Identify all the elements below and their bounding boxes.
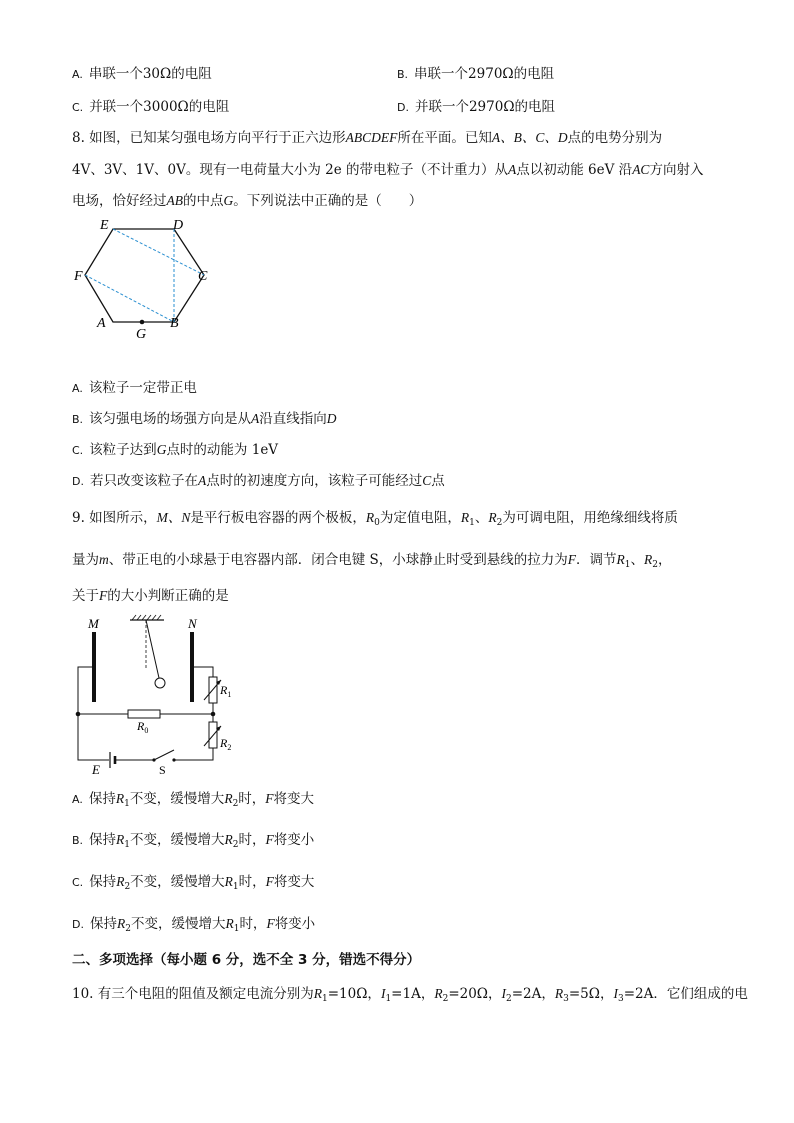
ceiling-hatch xyxy=(132,615,161,620)
q8-option-c: C. 该粒子达到G点时的动能为 1eV xyxy=(72,442,279,458)
wire-right-top xyxy=(192,667,213,677)
label-b: B xyxy=(170,316,179,331)
label-c: C xyxy=(198,269,208,284)
q9-stem-line-2: 量为m、带正电的小球悬于电容器内部．闭合电键 S，小球静止时受到悬线的拉力为F．调节$R_1$、$R_2$， xyxy=(72,552,672,570)
suspension-thread xyxy=(146,620,159,678)
label-r2: $R_2$ xyxy=(220,736,232,752)
label-r1: $R_1$ xyxy=(220,683,232,699)
q9-circuit-figure xyxy=(70,612,240,777)
switch-s xyxy=(154,750,174,760)
label-e: E xyxy=(92,762,100,777)
wire-left-top xyxy=(78,667,94,714)
q8-stem-line-1: 8. 如图，已知某匀强电场方向平行于正六边形ABCDEF所在平面。已知A、B、C、D点的电势分别为 xyxy=(72,130,663,146)
r0-resistor xyxy=(128,710,160,718)
charged-ball xyxy=(155,678,165,688)
q9-option-a: A. 保持$R_1$不变，缓慢增大$R_2$时，F将变大 xyxy=(72,791,315,809)
hexagon-outline xyxy=(85,229,204,322)
label-m: M xyxy=(88,616,99,631)
q7-option-c: C. 并联一个3000Ω的电阻 xyxy=(72,99,230,115)
label-a: A xyxy=(97,316,106,331)
q8-stem-line-2: 4V、3V、1V、0V。现有一电荷量大小为 2e 的带电粒子（不计重力）从A点以初动能 6eV 沿AC方向射入 xyxy=(72,162,704,178)
point-g xyxy=(140,320,145,325)
q10-stem-line-1: 10. 有三个电阻的阻值及额定电流分别为$R_1=10\Omega$，$I_1=1A$，$R_2=20\Omega$，$I_2=2A$，$R_3=5\Omega$，$I_3=2A$．它们组成的电 xyxy=(72,986,748,1004)
q7-option-d: D. 并联一个2970Ω的电阻 xyxy=(397,99,556,115)
label-s: S xyxy=(159,763,166,777)
q8-hexagon-figure xyxy=(70,215,210,345)
q9-stem-line-1: 9. 如图所示，M、N是平行板电容器的两个极板，$R_0$为定值电阻，$R_1$、$R_2$为可调电阻，用绝缘细线将质 xyxy=(72,510,678,528)
label-n: N xyxy=(188,616,197,631)
q9-option-c: C. 保持$R_2$不变，缓慢增大$R_1$时，F将变大 xyxy=(72,874,315,892)
q9-option-b: B. 保持$R_1$不变，缓慢增大$R_2$时，F将变小 xyxy=(72,832,315,850)
q8-stem-line-3: 电场，恰好经过AB的中点G。下列说法中正确的是（ ） xyxy=(72,193,423,209)
label-e: E xyxy=(100,218,109,233)
q7-option-b: B. 串联一个2970Ω的电阻 xyxy=(397,66,555,82)
section-2-title: 二、多项选择（每小题 6 分，选不全 3 分，错选不得分） xyxy=(72,952,421,968)
q8-option-a: A. 该粒子一定带正电 xyxy=(72,380,197,396)
q8-option-b: B. 该匀强电场的场强方向是从A沿直线指向D xyxy=(72,411,337,427)
dashed-line-ec xyxy=(113,229,204,275)
q9-option-d: D. 保持$R_2$不变，缓慢增大$R_1$时，F将变小 xyxy=(72,916,316,934)
q8-option-d: D. 若只改变该粒子在A点时的初速度方向，该粒子可能经过C点 xyxy=(72,473,445,489)
label-r0: $R_0$ xyxy=(137,719,149,735)
label-g: G xyxy=(136,327,147,342)
q7-option-a: A. 串联一个30Ω的电阻 xyxy=(72,66,212,82)
label-f: F xyxy=(74,269,83,284)
wire-bottom xyxy=(173,748,213,760)
q9-stem-line-3: 关于F的大小判断正确的是 xyxy=(72,588,229,604)
label-d: D xyxy=(173,218,184,233)
